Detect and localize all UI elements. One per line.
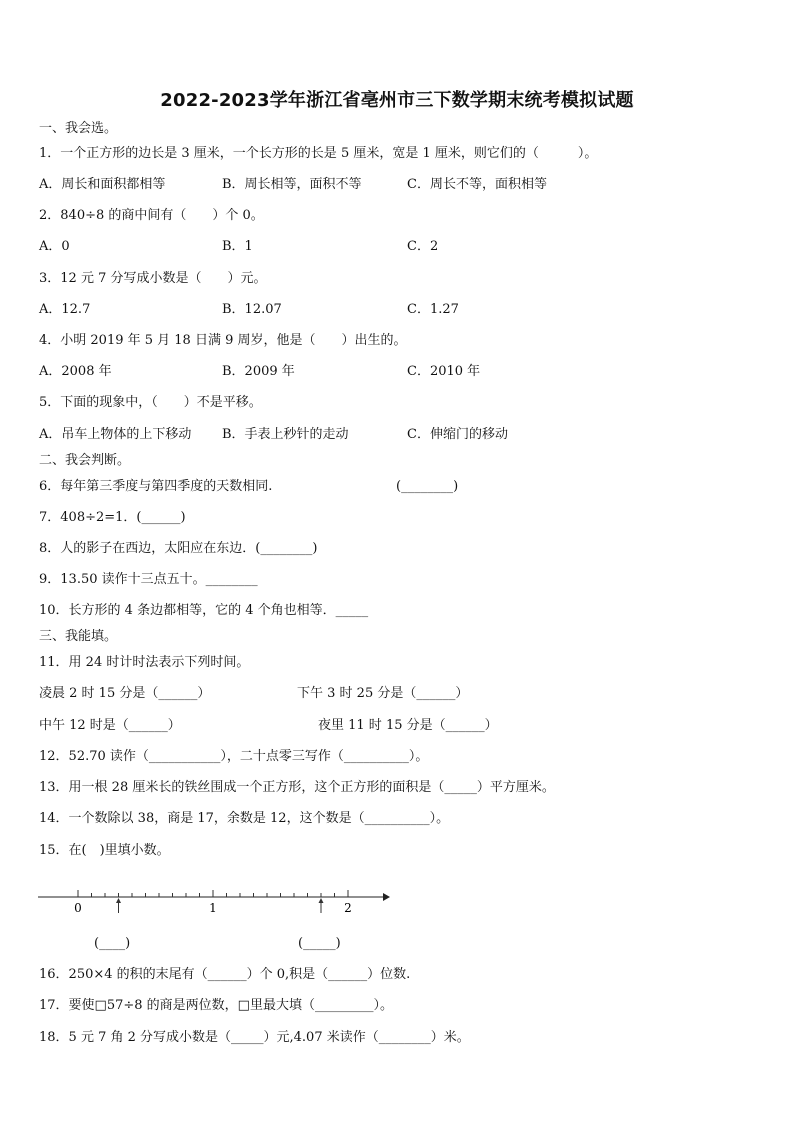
question-18-stem: 18．5 元 7 角 2 分写成小数是（_____）元,4.07 米读作（________）米。 — [39, 1030, 470, 1045]
section-heading-judge: 二、我会判断。 — [39, 453, 131, 468]
page-title: 2022-2023学年浙江省亳州市三下数学期末统考模拟试题 — [160, 90, 634, 111]
question-3-option-c: C．1.27 — [407, 302, 459, 317]
question-2-option-a: A．0 — [39, 239, 70, 254]
question-5-option-b: B．手表上秒针的走动 — [222, 427, 349, 442]
question-3-option-a: A．12.7 — [39, 302, 91, 317]
number-line-marker-head-1 — [116, 898, 121, 903]
question-2-option-c: C．2 — [407, 239, 439, 254]
question-1-option-c: C．周长不等，面积相等 — [407, 177, 547, 192]
question-12-stem: 12．52.70 读作（___________），二十点零三写作（__________）。 — [39, 749, 429, 764]
question-17-stem: 17．要使□57÷8 的商是两位数，□里最大填（_________）。 — [39, 998, 393, 1013]
question-1-option-a: A．周长和面积都相等 — [39, 177, 166, 192]
question-13-stem: 13．用一根 28 厘米长的铁丝围成一个正方形，这个正方形的面积是（_____）平方厘米。 — [39, 780, 555, 795]
question-5-option-a: A．吊车上物体的上下移动 — [39, 427, 192, 442]
question-1-stem: 1．一个正方形的边长是 3 厘米，一个长方形的长是 5 厘米，宽是 1 厘米，则它们的（ ）。 — [39, 146, 598, 161]
question-4-stem: 4．小明 2019 年 5 月 18 日满 9 周岁，他是（ ）出生的。 — [39, 333, 407, 348]
question-7-stem: 7．408÷2=1．(______) — [39, 510, 186, 525]
question-15-blank-2: (_____) — [298, 936, 341, 951]
question-1-option-b: B．周长相等，面积不等 — [222, 177, 362, 192]
question-6-blank: (________) — [396, 479, 459, 494]
question-8-stem: 8．人的影子在西边，太阳应在东边．(________) — [39, 541, 318, 556]
question-2-stem: 2．840÷8 的商中间有（ ）个 0。 — [39, 208, 264, 223]
section-heading-choice: 一、我会选。 — [39, 121, 118, 136]
question-11-part-1: 凌晨 2 时 15 分是（______） — [39, 686, 211, 701]
number-line-arrowhead — [383, 893, 390, 901]
tick-label-1: 1 — [209, 901, 217, 915]
question-6-stem: 6．每年第三季度与第四季度的天数相同. — [39, 479, 273, 494]
question-11-part-2: 下午 3 时 25 分是（______） — [297, 686, 469, 701]
question-11-stem: 11．用 24 时计时法表示下列时间。 — [39, 655, 250, 670]
question-5-option-c: C．伸缩门的移动 — [407, 427, 508, 442]
question-9-stem: 9．13.50 读作十三点五十。________ — [39, 572, 258, 587]
tick-label-2: 2 — [344, 901, 352, 915]
question-11-part-3: 中午 12 时是（______） — [39, 718, 181, 733]
section-heading-fill: 三、我能填。 — [39, 629, 118, 644]
number-line — [38, 884, 390, 920]
number-line-markers — [116, 898, 324, 913]
question-11-part-4: 夜里 11 时 15 分是（______） — [318, 718, 498, 733]
question-4-option-b: B．2009 年 — [222, 364, 295, 379]
number-line-ticks — [78, 890, 348, 897]
tick-label-0: 0 — [74, 901, 82, 915]
question-5-stem: 5．下面的现象中，（ ）不是平移。 — [39, 395, 262, 410]
question-3-option-b: B．12.07 — [222, 302, 282, 317]
question-10-stem: 10．长方形的 4 条边都相等，它的 4 个角也相等．_____ — [39, 603, 369, 618]
question-15-blank-1: (____) — [94, 936, 131, 951]
question-4-option-c: C．2010 年 — [407, 364, 481, 379]
question-4-option-a: A．2008 年 — [39, 364, 112, 379]
question-15-stem: 15．在( )里填小数。 — [39, 843, 170, 858]
number-line-marker-head-2 — [319, 898, 324, 903]
question-3-stem: 3．12 元 7 分写成小数是（ ）元。 — [39, 271, 267, 286]
question-16-stem: 16．250×4 的积的末尾有（______）个 0,积是（______）位数. — [39, 967, 411, 982]
question-2-option-b: B．1 — [222, 239, 253, 254]
question-14-stem: 14．一个数除以 38，商是 17，余数是 12，这个数是（__________）。 — [39, 811, 450, 826]
